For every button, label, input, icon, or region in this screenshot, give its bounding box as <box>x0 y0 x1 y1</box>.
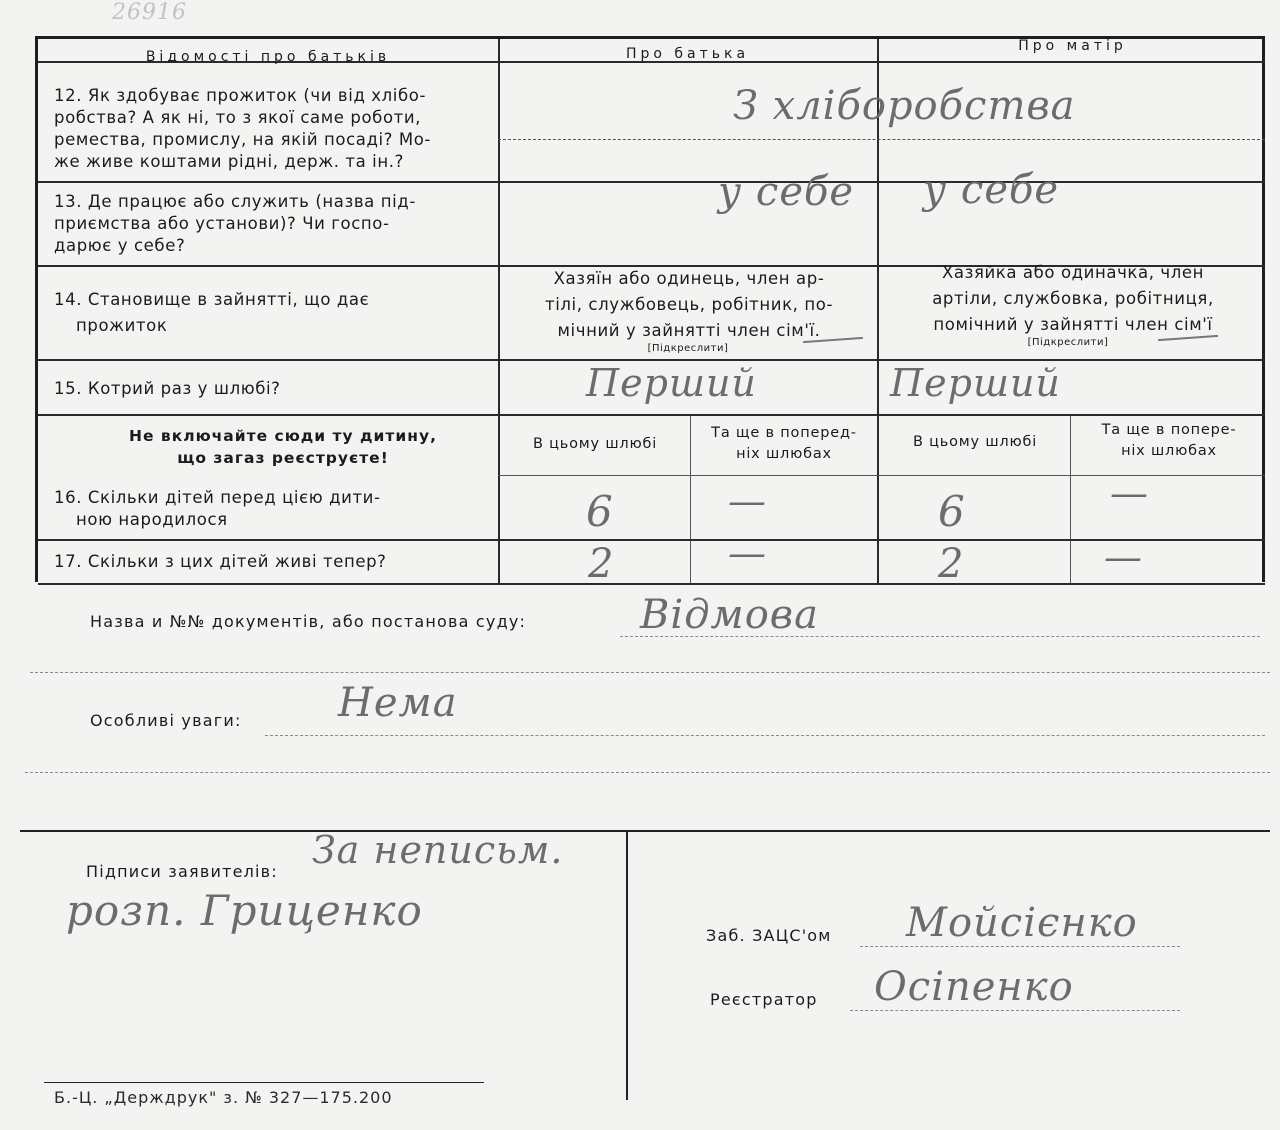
q14-mother-options <box>883 260 1263 338</box>
q14-father-options <box>504 266 874 344</box>
subhdr-father-prev-line: Та ще в поперед- <box>711 425 857 441</box>
applicants-signature-2: розп. Гриценко <box>66 886 423 935</box>
parents-table <box>35 36 1265 587</box>
signatures-divider <box>626 832 628 1100</box>
subhdr-mother-prev-line: Та ще в попере- <box>1101 422 1237 438</box>
q16-line: ною народилося <box>76 510 228 529</box>
q17-text: 17. Скільки з цих дітей живі тепер? <box>54 552 387 571</box>
q16-father-this: 6 <box>586 487 614 536</box>
q14-text <box>54 287 494 339</box>
q13-father-answer: у себе <box>718 169 855 215</box>
q17-father-prev: — <box>728 531 767 575</box>
q15-text: 15. Котрий раз у шлюбі? <box>54 379 281 398</box>
row12-inner-line <box>498 139 1265 140</box>
q14-father-line: тілі, службовець, робітник, по- <box>545 295 833 314</box>
subhdr-father-prev <box>693 423 875 465</box>
q14-father-note: [Підкреслити] <box>647 343 729 354</box>
q15-mother-answer: Перший <box>890 361 1061 405</box>
header-col1: Відомості про батьків <box>145 49 391 65</box>
remarks-value: Нема <box>338 680 458 726</box>
q15-father-answer: Перший <box>586 361 757 405</box>
q16-line: 16. Скільки дітей перед цією дити- <box>54 488 381 507</box>
row17-line <box>38 583 1265 585</box>
q13-line: дарює у себе? <box>54 236 186 255</box>
q14-father-line: мічний у зайнятті член сім'ї. <box>557 321 821 340</box>
q16-text <box>54 487 494 531</box>
row12-line <box>38 181 1265 183</box>
col-divider-1 <box>498 39 500 585</box>
subcol-father <box>690 415 691 585</box>
q12-line: же живе коштами рідні, держ. та ін.? <box>54 152 404 171</box>
header-col2: Про батька <box>625 46 750 62</box>
footer-line <box>44 1082 484 1083</box>
q13-text <box>54 191 494 257</box>
q12-answer: З хліборобства <box>733 83 1076 129</box>
remarks-line-2 <box>25 772 1270 773</box>
documents-line-2 <box>30 672 1270 673</box>
remarks-label: Особливі уваги: <box>90 711 242 730</box>
warning-line: що загаз реєструєте! <box>177 449 389 467</box>
applicants-label: Підписи заявителів: <box>86 862 278 881</box>
q14-mother-line: артіли, службовка, робітниця, <box>932 289 1214 308</box>
q17-father-this: 2 <box>588 541 615 587</box>
q13-line: приємства або установи)? Чи госпо- <box>54 214 390 233</box>
header-col3: Про матір <box>1018 38 1127 54</box>
q17-mother-prev: — <box>1104 535 1143 579</box>
warning-line: Не включайте сюди ту дитину, <box>129 427 437 445</box>
q16-mother-prev: — <box>1110 471 1149 515</box>
q17-mother-this: 2 <box>938 541 965 587</box>
q16-father-prev: — <box>728 479 767 523</box>
q14-mother-line: помічний у зайнятті член сім'ї <box>933 315 1213 334</box>
documents-label: Назва и №№ документів, або постанова суду: <box>90 612 527 631</box>
subhdr-line <box>498 475 1265 476</box>
q12-line: ремества, промислу, на якій посаді? Мо- <box>54 130 431 149</box>
subhdr-mother-prev-line: ніх шлюбах <box>1121 443 1217 459</box>
applicants-signature-1: За неписьм. <box>312 828 564 872</box>
subcol-mother <box>1070 415 1071 585</box>
q14-line: 14. Становище в зайнятті, що дає <box>54 290 370 309</box>
subhdr-father-this: В цьому шлюбі <box>532 436 658 452</box>
corner-note: 26916 <box>112 0 187 25</box>
q12-line: робства? А як ні, то з якої саме роботи, <box>54 108 422 127</box>
head-line <box>860 946 1180 947</box>
remarks-line <box>265 735 1265 736</box>
signatures-separator <box>20 830 1270 832</box>
q12-text <box>54 85 494 173</box>
registrar-signature: Осіпенко <box>874 964 1074 1010</box>
q14-mother-line: Хазяйка або одиначка, член <box>941 263 1205 282</box>
subhdr-mother-this: В цьому шлюбі <box>912 434 1038 450</box>
q13-line: 13. Де працює або служить (назва під- <box>54 192 416 211</box>
subhdr-father-prev-line: ніх шлюбах <box>736 446 832 462</box>
warning-text <box>98 425 468 469</box>
printer-imprint: Б.-Ц. „Держдрук" з. № 327—175.200 <box>54 1088 393 1107</box>
q14-line: прожиток <box>76 316 168 335</box>
head-signature: Мойсієнко <box>906 900 1138 946</box>
q16-mother-this: 6 <box>938 487 966 536</box>
registrar-line <box>850 1010 1180 1011</box>
registrar-label: Реєстратор <box>710 990 818 1009</box>
row15-line <box>38 414 1265 416</box>
documents-value: Відмова <box>640 592 819 638</box>
q13-mother-answer: у себе <box>923 167 1060 213</box>
q14-mother-note: [Підкреслити] <box>1027 337 1109 348</box>
subhdr-mother-prev <box>1073 420 1265 462</box>
q12-line: 12. Як здобуває прожиток (чи від хлібо- <box>54 86 427 105</box>
q14-father-line: Хазяїн або одинець, член ар- <box>553 269 825 288</box>
head-label: Заб. ЗАЦС'ом <box>706 926 832 945</box>
row16-line <box>38 539 1265 541</box>
